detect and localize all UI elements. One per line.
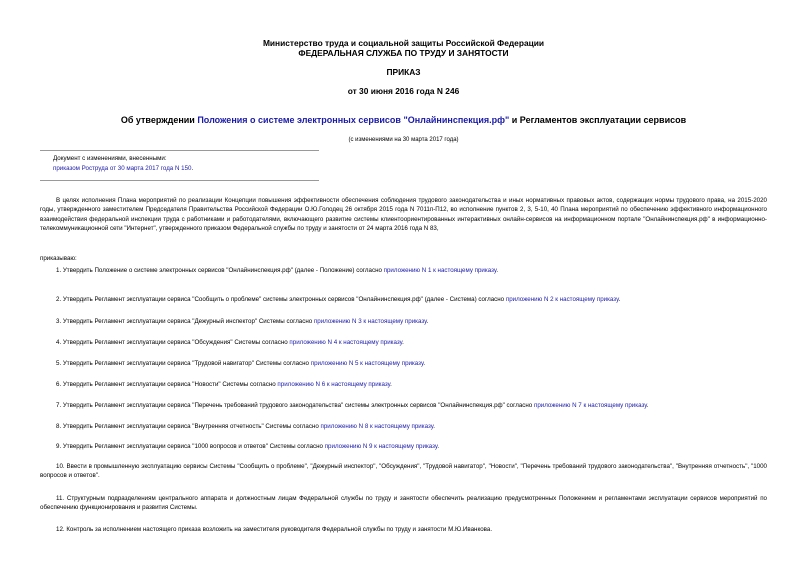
order-item-12: 12. Контроль за исполнением настоящего приказа возложить на заместителя руководителя Федеральной службы по труду и занятости М.Ю.Иванкова. [56,526,493,533]
preamble-paragraph: В целях исполнения Плана мероприятий по реализации Концепции повышения эффективности обеспечения соблюдения трудового законодательства и иных нормативных правовых актов, содержащих нормы трудового права, на 2015-2020 годы, утвержденного заместителем Председателя Правительства Российской Федерации О.Ю.Голодец 26 октября 2015 года N 7011п-П12, во исполнение пунктов 2, 3, 5-10, 40 Плана мероприятий по обеспечению эффективного информационного взаимодействия федеральной инспекции труда с работниками и работодателями, включающего развитие системы клиентоориентированных интерактивных онлайн-сервисов на информационном портале "Онлайнинспекция.рф" в информационно-телекоммуникационной сети "Интернет", утвержденного приказом Федеральной службы по труду и занятости от 24 марта 2016 года N 83, [40,197,767,232]
appendix-9-link[interactable]: приложению N 9 к настоящему приказу [324,443,438,450]
order-item-9: 9. Утвердить Регламент эксплуатации сервиса "1000 вопросов и ответов" Системы согласно приложению N 9 к настоящему приказу. [56,443,440,450]
order-item-2: 2. Утвердить Регламент эксплуатации сервиса "Сообщить о проблеме" системы электронных сервисов "Онлайнинспекция.рф" (далее - Система) согласно приложению N 2 к настоящему приказу. [56,296,621,303]
appendix-5-link[interactable]: приложению N 5 к настоящему приказу [310,360,424,367]
appendix-6-link[interactable]: приложению N 6 к настоящему приказу [277,381,391,388]
changes-bottom-divider [40,180,319,181]
order-item-3: 3. Утвердить Регламент эксплуатации сервиса "Дежурный инспектор" Системы согласно приложению N 3 к настоящему приказу. [56,318,429,325]
appendix-4-link[interactable]: приложению N 4 к настоящему приказу [289,339,403,346]
appendix-8-link[interactable]: приложению N 8 к настоящему приказу [320,423,434,430]
order-word: приказываю: [40,255,77,262]
appendix-1-link[interactable]: приложению N 1 к настоящему приказу [383,267,497,274]
document-type: ПРИКАЗ [386,67,421,77]
appendix-3-link[interactable]: приложению N 3 к настоящему приказу [313,318,427,325]
appendix-7-link[interactable]: приложению N 7 к настоящему приказу [533,402,647,409]
title-prefix: Об утверждении [120,115,198,125]
service-name: ФЕДЕРАЛЬНАЯ СЛУЖБА ПО ТРУДУ И ЗАНЯТОСТИ [298,48,509,58]
document-title [0,115,807,126]
changes-top-divider [40,150,319,151]
order-item-5: 5. Утвердить Регламент эксплуатации сервиса "Трудовой навигатор" Системы согласно приложению N 5 к настоящему приказу. [56,360,426,367]
regulation-link[interactable]: Положения о системе электронных сервисов "Онлайнинспекция.рф" [197,115,510,125]
order-item-10: 10. Ввести в промышленную эксплуатацию сервисы Системы "Сообщить о проблеме", "Дежурный инспектор", "Обсуждения", "Трудовой навигатор", "Новости", "Перечень требований трудового законодательства", "Внутренняя отчетность", "1000 вопросов и ответов". [40,463,767,480]
amendments-note: (с изменениями на 30 марта 2017 года) [348,137,459,143]
order-item-1: 1. Утвердить Положение о системе электронных сервисов "Онлайнинспекция.рф" (далее - Положение) согласно приложению N 1 к настоящему приказу. [56,267,499,274]
amendment-link-end: . [191,165,194,172]
order-item-4: 4. Утвердить Регламент эксплуатации сервиса "Обсуждения" Системы согласно приложению N 4 к настоящему приказу. [56,339,404,346]
order-item-7: 7. Утвердить Регламент эксплуатации сервиса "Перечень требований трудового законодательства" системы электронных сервисов "Онлайнинспекция.рф" согласно приложению N 7 к настоящему приказу. [56,402,649,409]
appendix-2-link[interactable]: приложению N 2 к настоящему приказу [505,296,619,303]
order-item-8: 8. Утвердить Регламент эксплуатации сервиса "Внутренняя отчетность" Системы согласно приложению N 8 к настоящему приказу. [56,423,435,430]
order-item-11: 11. Структурным подразделениям центрального аппарата и должностным лицам Федеральной службы по труду и занятости обеспечить реализацию предусмотренных Положением и регламентами эксплуатации сервисов мероприятий по обеспечению функционирования и развития Системы. [40,495,767,512]
ministry-name: Министерство труда и социальной защиты Российской Федерации [262,38,545,48]
amendment-order-link[interactable]: приказом Роструда от 30 марта 2017 года N 150 [53,165,192,172]
changes-label: Документ с изменениями, внесенными: [53,155,167,162]
title-suffix: и Регламентов эксплуатации сервисов [509,115,687,125]
order-item-6: 6. Утвердить Регламент эксплуатации сервиса "Новости" Системы согласно приложению N 6 к настоящему приказу. [56,381,392,388]
document-date-number: от 30 июня 2016 года N 246 [347,86,460,96]
changes-reference [53,165,193,173]
